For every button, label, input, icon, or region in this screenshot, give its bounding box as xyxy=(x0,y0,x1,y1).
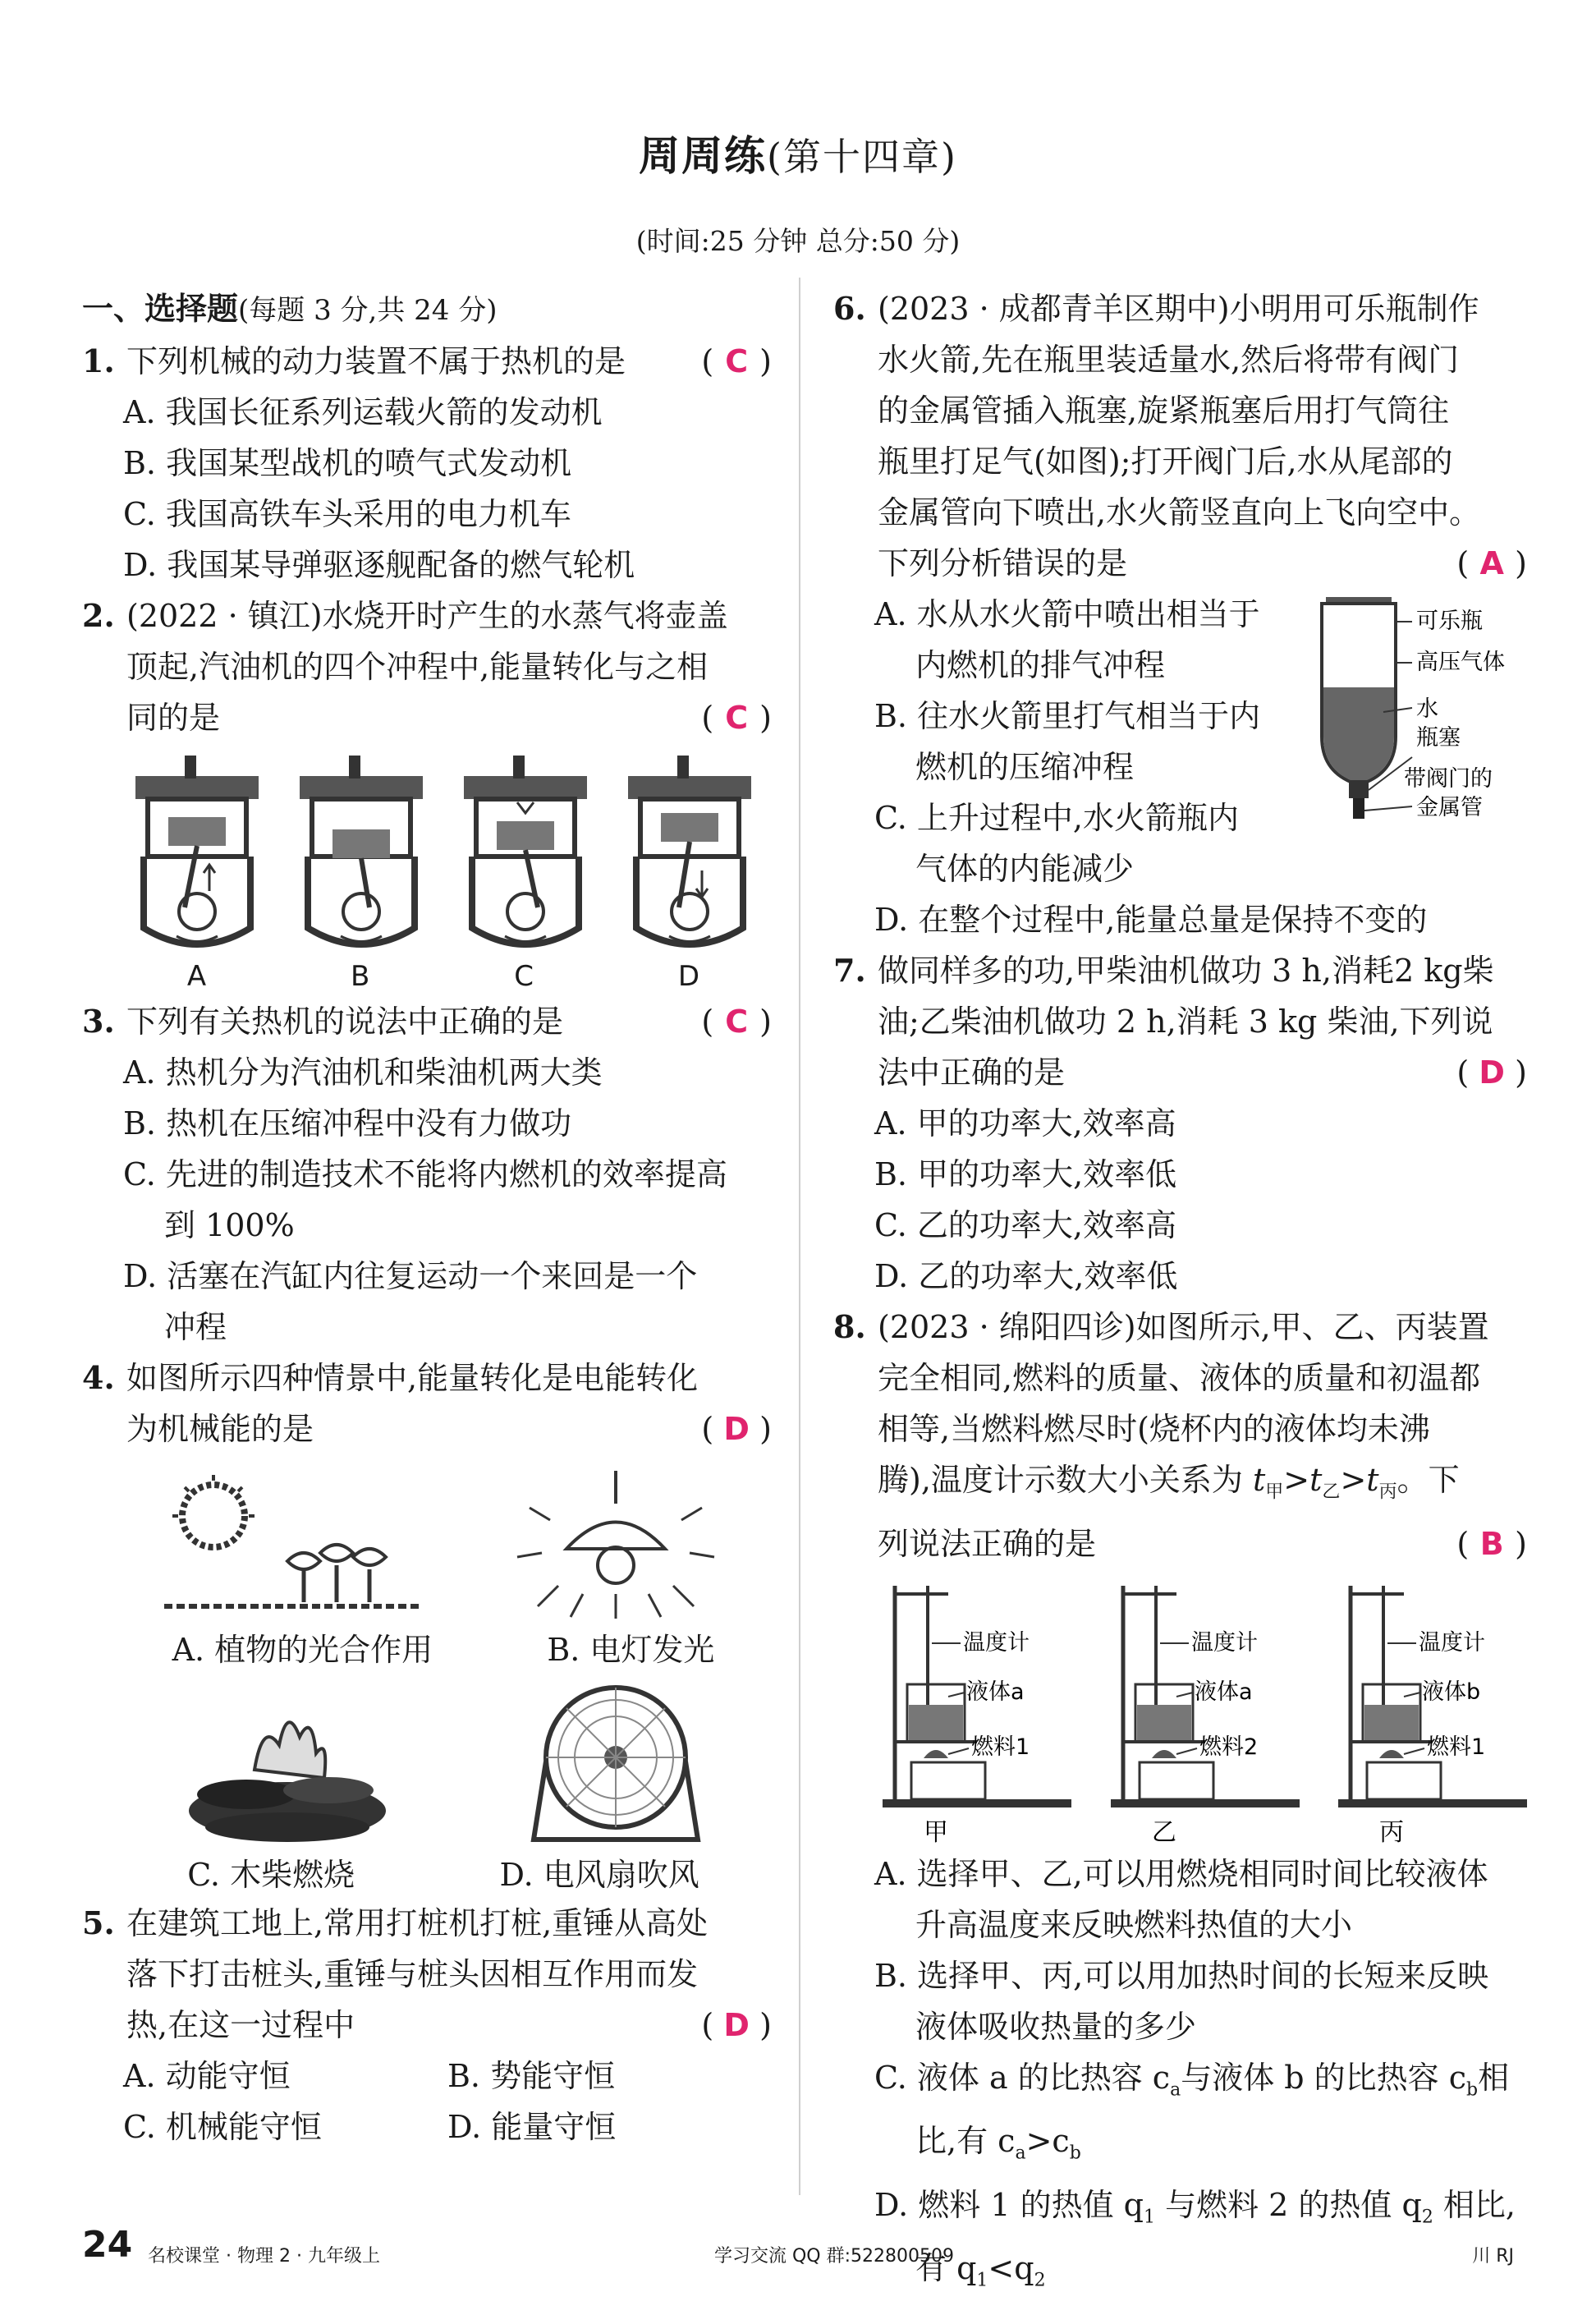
option-row xyxy=(82,2051,772,2101)
photosynthesis-image xyxy=(148,1471,427,1627)
question-stem: 做同样多的功,甲柴油机做功 3 h,消耗2 kg柴 xyxy=(878,953,1494,989)
subscript: b xyxy=(1466,2079,1479,2101)
answer-bracket: ( D ) xyxy=(701,1403,772,1454)
symbol: > xyxy=(1340,1462,1367,1498)
question-stem: 油;乙柴油机做功 2 h,消耗 3 kg 柴油,下列说 xyxy=(878,1004,1493,1040)
engine-diagram-c xyxy=(456,751,595,957)
question-stem: 金属管向下喷出,水火箭竖直向上飞向空中。 xyxy=(878,494,1481,531)
option-continued xyxy=(833,2115,1527,2179)
option: D. 我国某导弹驱逐舰配备的燃气轮机 xyxy=(123,547,635,583)
option-text: 相比, xyxy=(1433,2186,1516,2223)
option: B. 热机在压缩冲程中没有力做功 xyxy=(123,1105,572,1141)
setup-bing xyxy=(1322,1569,1527,1849)
option-text: 与液体 b 的比热容 c xyxy=(1181,2059,1467,2096)
question-number: 6. xyxy=(833,290,866,327)
figure-label: D xyxy=(677,960,700,993)
edition-tag: 川 RJ xyxy=(1472,2246,1514,2267)
var-t: t xyxy=(1366,1462,1379,1498)
question-6 xyxy=(833,283,1527,589)
question-number: 3. xyxy=(82,1003,115,1040)
option: D. 在整个过程中,能量总量是保持不变的 xyxy=(874,902,1428,938)
burning-wood-image xyxy=(164,1688,410,1852)
option xyxy=(833,2052,1527,2116)
figure-label: 可乐瓶 xyxy=(1416,609,1483,634)
question-stem: 落下打击桩头,重锤与桩头因相互作用而发 xyxy=(126,1956,699,1992)
subscript: 甲 xyxy=(1265,1481,1284,1503)
question-stem: 瓶里打足气(如图);打开阀门后,水从尾部的 xyxy=(878,443,1453,480)
figure-caption: C. 木柴燃烧 xyxy=(187,1857,355,1893)
question-stem: 下列机械的动力装置不属于热机的是 xyxy=(126,343,626,379)
question-stem: 相等,当燃料燃尽时(烧杯内的液体均未沸 xyxy=(878,1411,1430,1447)
option: B. 势能守恒 xyxy=(447,2058,616,2094)
question-stem: 列说法正确的是 xyxy=(878,1525,1097,1562)
qq-group: 学习交流 QQ 群:522800509 xyxy=(714,2246,955,2267)
question-stem: 在建筑工地上,常用打桩机打桩,重锤从高处 xyxy=(126,1905,709,1941)
answer-bracket: ( C ) xyxy=(701,692,772,743)
question-stem: 完全相同,燃料的质量、液体的质量和初温都 xyxy=(878,1360,1481,1396)
option: B. 选择甲、丙,可以用加热时间的长短来反映 xyxy=(874,1957,1489,1994)
option-text: 相 xyxy=(1478,2059,1510,2096)
question-stem: 法中正确的是 xyxy=(878,1054,1066,1091)
question-number: 5. xyxy=(82,1904,115,1941)
engine-diagram-b xyxy=(291,751,431,957)
question-number: 1. xyxy=(82,342,115,379)
subscript: 1 xyxy=(1144,2207,1156,2228)
figure-label: 高压气体 xyxy=(1416,650,1505,675)
option: D. 乙的功率大,效率低 xyxy=(874,1258,1178,1294)
answer-letter: A xyxy=(1479,545,1504,581)
option-text: 比,有 c xyxy=(915,2123,1016,2160)
option-row xyxy=(82,2101,772,2152)
option: A. 选择甲、乙,可以用燃烧相同时间比较液体 xyxy=(874,1855,1488,1892)
title-sub: (第十四章) xyxy=(767,135,957,179)
figure-label: 燃料2 xyxy=(1199,1734,1258,1760)
option: A. 水从水火箭中喷出相当于 xyxy=(874,596,1260,632)
answer-letter: D xyxy=(723,1411,750,1447)
question-stem: 的金属管插入瓶塞,旋紧瓶塞后用打气筒往 xyxy=(878,393,1450,429)
option: D. 活塞在汽缸内往复运动一个来回是一个 xyxy=(123,1258,698,1294)
option-continued: 气体的内能减少 xyxy=(915,851,1135,887)
option: C. 上升过程中,水火箭瓶内 xyxy=(874,800,1239,836)
option: C. 机械能守恒 xyxy=(123,2109,322,2145)
subscript: 2 xyxy=(1034,2270,1046,2291)
option-text: D. 燃料 1 的热值 q xyxy=(874,2186,1144,2223)
option: C. 乙的功率大,效率高 xyxy=(874,1207,1176,1243)
figure-label: 水 xyxy=(1416,696,1438,722)
symbol: > xyxy=(1283,1462,1310,1498)
section-note: (每题 3 分,共 24 分) xyxy=(238,294,498,327)
option-continued: 升高温度来反映燃料热值的大小 xyxy=(915,1906,1353,1943)
book-title: 名校课堂 · 物理 2 · 九年级上 xyxy=(148,2246,380,2267)
figure-label: 带阀门的 xyxy=(1404,766,1493,792)
option: A. 热机分为汽油机和柴油机两大类 xyxy=(123,1054,603,1091)
setup-name: 甲 xyxy=(924,1817,948,1847)
electric-fan-image xyxy=(509,1679,722,1852)
option: C. 我国高铁车头采用的电力机车 xyxy=(123,496,571,532)
engine-diagram-a xyxy=(127,751,267,957)
answer-letter: C xyxy=(725,1004,749,1040)
question-stem: 如图所示四种情景中,能量转化是电能转化 xyxy=(126,1360,699,1396)
var-t: t xyxy=(1309,1462,1323,1498)
var-t: t xyxy=(1253,1462,1266,1498)
figure-caption: D. 电风扇吹风 xyxy=(499,1857,699,1893)
option-text: >c xyxy=(1025,2123,1070,2160)
question-stem: 下列分析错误的是 xyxy=(878,545,1128,581)
energy-captions-row2 xyxy=(82,1852,772,1898)
question-7 xyxy=(833,945,1527,1098)
option-text: 与燃料 2 的热值 q xyxy=(1155,2186,1422,2223)
option: B. 甲的功率大,效率低 xyxy=(874,1156,1177,1192)
subscript: 丙 xyxy=(1378,1481,1397,1503)
question-number: 7. xyxy=(833,952,866,989)
option-continued: 液体吸收热量的多少 xyxy=(915,2008,1197,2045)
subscript: a xyxy=(1170,2079,1181,2101)
figure-label: 温度计 xyxy=(963,1629,1030,1656)
question-stem: 水火箭,先在瓶里装适量水,然后将带有阀门 xyxy=(878,342,1460,378)
answer-letter: C xyxy=(725,343,749,379)
question-stem xyxy=(878,1454,1527,1518)
subscript: 1 xyxy=(976,2270,988,2291)
option-text: 有 q xyxy=(915,2250,977,2287)
option: C. 先进的制造技术不能将内燃机的效率提高 xyxy=(123,1156,727,1192)
setup-name: 丙 xyxy=(1379,1817,1404,1847)
option: D. 能量守恒 xyxy=(447,2109,617,2145)
question-number: 2. xyxy=(82,597,115,634)
option-continued: 内燃机的排气冲程 xyxy=(915,647,1166,683)
answer-bracket: ( C ) xyxy=(701,996,772,1047)
figure-label: 燃料1 xyxy=(971,1734,1030,1760)
time-score-info: (时间:25 分钟 总分:50 分) xyxy=(635,225,961,257)
option: B. 我国某型战机的喷气式发动机 xyxy=(123,445,572,481)
figure-label: 温度计 xyxy=(1190,1629,1258,1656)
figure-label: A xyxy=(186,960,207,993)
answer-letter: D xyxy=(1479,1054,1505,1091)
answer-bracket: ( D ) xyxy=(1456,1047,1527,1098)
question-stem: (2022 · 镇江)水烧开时产生的水蒸气将壶盖 xyxy=(126,598,728,634)
option-continued: 燃机的压缩冲程 xyxy=(915,749,1135,785)
option: A. 我国长征系列运载火箭的发动机 xyxy=(123,394,603,430)
figure-label: 瓶塞 xyxy=(1416,725,1461,751)
question-5 xyxy=(82,1898,772,2051)
question-stem: 下列有关热机的说法中正确的是 xyxy=(126,1004,564,1040)
subscript: 2 xyxy=(1421,2207,1433,2228)
question-2 xyxy=(82,590,772,743)
option-continued: 冲程 xyxy=(164,1309,227,1345)
figure-label: 液体b xyxy=(1422,1679,1481,1705)
question-stem: 同的是 xyxy=(126,700,221,736)
energy-scenes-row2 xyxy=(82,1679,772,1852)
question-number: 4. xyxy=(82,1359,115,1396)
figure-label: B xyxy=(351,960,370,993)
figure-label: C xyxy=(514,960,534,993)
figure-label: 液体a xyxy=(966,1679,1025,1705)
option-text: <q xyxy=(988,2250,1034,2287)
engine-diagram-d xyxy=(620,751,759,957)
page-number: 24 xyxy=(82,2224,133,2266)
question-stem: (2023 · 绵阳四诊)如图所示,甲、乙、丙装置 xyxy=(878,1309,1489,1345)
option: B. 往水火箭里打气相当于内 xyxy=(874,698,1261,734)
question-stem: 为机械能的是 xyxy=(126,1411,314,1447)
answer-bracket: ( B ) xyxy=(1456,1518,1527,1569)
question-3 xyxy=(82,996,772,1047)
figure-label: 液体a xyxy=(1194,1679,1253,1705)
stem-text: 腾),温度计示数大小关系为 xyxy=(878,1462,1253,1498)
left-column xyxy=(82,283,772,2152)
figure-caption: B. 电灯发光 xyxy=(547,1632,715,1668)
option-continued: 到 100% xyxy=(164,1207,295,1243)
setup-jia xyxy=(866,1569,1071,1849)
setup-name: 乙 xyxy=(1151,1817,1176,1847)
answer-bracket: ( D ) xyxy=(701,2000,772,2051)
subscript: a xyxy=(1015,2143,1026,2164)
q6-options-with-figure xyxy=(833,589,1527,894)
light-bulb-image xyxy=(493,1471,739,1627)
subscript: 乙 xyxy=(1322,1481,1341,1503)
answer-bracket: ( A ) xyxy=(1456,538,1527,589)
page-title xyxy=(0,123,1596,182)
question-stem: (2023 · 成都青羊区期中)小明用可乐瓶制作 xyxy=(878,291,1479,327)
stem-text: 。下 xyxy=(1396,1462,1460,1498)
section-label: 一、选择题 xyxy=(82,290,239,327)
column-divider xyxy=(799,278,800,2195)
setup-yi xyxy=(1094,1569,1300,1849)
section-heading xyxy=(82,283,772,336)
figure-caption: A. 植物的光合作用 xyxy=(172,1632,433,1668)
energy-captions-row1 xyxy=(82,1627,772,1673)
option-text: C. 液体 a 的比热容 c xyxy=(874,2059,1171,2096)
answer-bracket: ( C ) xyxy=(701,336,772,387)
question-1 xyxy=(82,336,772,387)
answer-letter: C xyxy=(725,700,749,736)
energy-scenes-row1 xyxy=(82,1463,772,1627)
answer-letter: D xyxy=(723,2007,750,2043)
engine-labels xyxy=(82,957,772,996)
figure-label: 燃料1 xyxy=(1427,1734,1486,1760)
question-8 xyxy=(833,1302,1527,1569)
water-rocket-diagram xyxy=(1301,589,1523,827)
title-main: 周周练 xyxy=(639,131,768,180)
heating-setups-figure xyxy=(833,1569,1527,1849)
option: A. 动能守恒 xyxy=(123,2058,291,2094)
option: A. 甲的功率大,效率高 xyxy=(874,1105,1176,1141)
figure-label: 温度计 xyxy=(1419,1629,1485,1656)
page-footer xyxy=(82,2224,1514,2267)
right-column xyxy=(833,283,1527,2307)
question-4 xyxy=(82,1353,772,1454)
answer-letter: B xyxy=(1479,1525,1504,1562)
engine-stroke-figures xyxy=(82,743,772,957)
question-number: 8. xyxy=(833,1308,866,1345)
subscript: b xyxy=(1069,2143,1081,2164)
question-stem: 顶起,汽油机的四个冲程中,能量转化与之相 xyxy=(126,649,709,685)
question-stem: 热,在这一过程中 xyxy=(126,2007,355,2043)
figure-label: 金属管 xyxy=(1416,795,1483,820)
